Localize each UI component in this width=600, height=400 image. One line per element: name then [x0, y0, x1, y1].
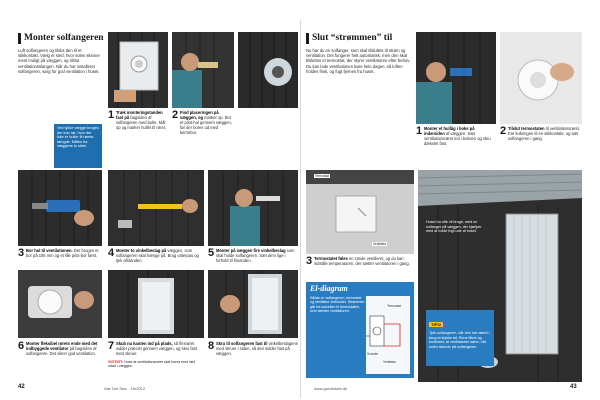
step-text: en smule ventileret, og du kan indstille temperaturen, der sætter ventilatoren i gang.: [314, 256, 410, 266]
right-title-text: Slut “strømmen” til: [312, 33, 393, 43]
diagram-label-ventilator: Ventilator: [383, 360, 397, 364]
step-lead: Monter to vinkelbeslag på: [116, 248, 167, 253]
tips-box: [426, 310, 494, 366]
left-title-text: Monter solfangeren: [24, 33, 104, 43]
thermostat-label: Termostat: [315, 174, 329, 178]
left-step-3: [18, 248, 102, 258]
step-number: 8: [208, 340, 215, 352]
left-step-4: [108, 248, 204, 263]
step-text: til ventilationsrøret. Før ledningen til en stikkontakt, og sæt solfangeren i gang.: [508, 126, 581, 141]
step-text: vinkelbeslagene med skruer i siden, så den sidder fast på væggen.: [216, 341, 298, 356]
photo-step-8: [208, 270, 298, 338]
step-text: af væggen. Sæt ventilationsrøret ind i boksen og skru dækslet fast.: [424, 131, 491, 146]
left-step-2: [172, 110, 234, 135]
step-lead: Skub nu kanten ind på plads,: [116, 341, 173, 346]
step-caption: [216, 341, 298, 356]
right-footer: www.gordetselv.dk: [314, 386, 348, 391]
step-caption: [314, 256, 414, 266]
right-step-1: [416, 126, 496, 146]
step-caption: [508, 126, 582, 141]
left-step-8: [208, 341, 298, 356]
left-step-6: [18, 341, 102, 356]
step-caption: [26, 248, 102, 258]
step-text: så flexrøret sidder præcist gennem væggen, og skru fast med skruer.: [116, 341, 198, 356]
step-number: 3: [306, 255, 313, 267]
step-lead: Termostatet føles: [314, 256, 348, 261]
step-caption: [424, 126, 496, 146]
step-lead: Find placeringen på væggen, og: [180, 110, 219, 120]
tips-text: Tjek solfangeren, når den har været i brug et stykke tid. Rens filtret og kontroller, at ventilatoren kører, når solen skinner på solfangeren.: [429, 331, 490, 349]
photo-step-2: [172, 32, 234, 108]
right-page-title: [306, 32, 392, 44]
left-page-title: [18, 32, 104, 44]
step-number: 7: [108, 340, 115, 352]
photo-step-3-wall: [238, 32, 298, 108]
step-text: væggen, som solfangeren skal hænge på. Brug vaterpas og tjek afstanden.: [116, 248, 199, 263]
step-caption: [116, 110, 168, 130]
title-marker: [306, 33, 309, 44]
step-lead: Skru til solfangeren fast til: [216, 341, 268, 346]
photo-step-4: [108, 170, 204, 246]
step-caption: [180, 110, 234, 135]
important-label: VIGTIGT:: [108, 360, 124, 364]
step-lead: Monter et hullåg i boks på indersiden: [424, 126, 475, 136]
photo-thermostat: [306, 170, 414, 254]
photo-step-1: [108, 32, 168, 108]
photo-step-7: [108, 270, 204, 338]
photo-step-3: [18, 170, 102, 246]
photo-step-6: [18, 270, 102, 338]
step-caption: [26, 341, 102, 356]
right-intro-text: Nu har du en solfanger, som skal tilsluttes til strøm og ventilation. Det fungerer helt automatisk, men den skal tilsluttes et termostat, der styrer ventilatoren efter behov. Du kan lade ventilationen køre hele dagen, så luften holdes frisk, og fugt fjernes fra huset.: [306, 48, 411, 74]
left-step-5: [208, 248, 298, 263]
step-text: marker op. Bor et pilot-hul gennem væggen, før der bores ud med kernebor.: [180, 115, 232, 135]
step-number: 5: [208, 247, 215, 259]
tips-label: TIPS!: [431, 322, 442, 327]
step-text: som skal holde solfangeren. Sæt dem lige i forhold til hinanden.: [216, 248, 295, 263]
step-caption: [116, 341, 204, 356]
important-note: [108, 360, 204, 369]
ventilator-label: Ventilator: [373, 242, 387, 246]
magazine-spread: [14, 20, 586, 398]
step-caption: [216, 248, 298, 263]
right-step-2: [500, 126, 582, 141]
right-page-number: 43: [570, 384, 577, 390]
el-diagram-title: El-diagram: [310, 284, 348, 293]
el-diagram-box: [306, 282, 414, 378]
page-gutter: [300, 20, 301, 398]
el-diagram-text: Sådan er solfangeren, termostat og ventilator forbundet. Strømmen går fra solcellen til termostaten, som tænder ventilatoren.: [310, 296, 365, 314]
diagram-label-termostat: Termostat: [387, 304, 401, 308]
photo-right-step-2: [500, 32, 582, 124]
el-diagram-drawing: [366, 296, 410, 374]
right-step-3: [306, 256, 414, 266]
house-caption: Huset du ofte vil bruge, med en solfanger på væggen, der hjælper med at holde fugt ude af huset.: [426, 220, 482, 233]
step-number: 6: [18, 340, 25, 352]
diagram-label-solcelle: Solcelle: [367, 352, 379, 356]
step-number: 3: [18, 247, 25, 259]
step-text: Der bruges et bor på 105 mm og et lille pilot-bor først.: [26, 248, 99, 258]
step-number: 2: [172, 109, 179, 121]
step-lead: Træk monteringstanden fast på: [116, 110, 163, 120]
step-number: 1: [108, 109, 115, 121]
important-text: Husk at ventilationsrøret skal bores med fald udad i væggen.: [108, 360, 196, 369]
tip-callout: Ved tykke vægge bruges der kun rør, hvor der ikke er huller til rørets længde. Måles fra væggens to sider.: [54, 124, 102, 168]
step-number: 1: [416, 125, 423, 137]
step-lead: Bor hul til ventilationen.: [26, 248, 73, 253]
left-step-1: [108, 110, 168, 130]
step-lead: Monter på væggen fire vinkelbeslag: [216, 248, 286, 253]
step-lead: Monter fleksibel rørets ende med det indbyggede ventilator: [26, 341, 98, 351]
photo-right-step-1: [416, 32, 496, 124]
left-intro-text: Luft solfangeren og tilslut den til et stikkontakt. Vælg et sted, hvor solen skinner mest muligt på væggen, og tilslut ventilationsslangen. Når du har installeret solfangeren, sørg for god ventilation i huset.: [18, 48, 100, 74]
step-text: på bagsiden af solfangeren. Det sikrer god ventilation.: [26, 346, 97, 356]
step-text: bagsiden af solfangeren med bolte. Mål op og marker hullet til røret.: [116, 115, 167, 130]
step-number: 4: [108, 247, 115, 259]
left-page-number: 42: [18, 384, 25, 390]
title-marker: [18, 33, 21, 44]
step-number: 2: [500, 125, 507, 137]
step-lead: Tilslut termostaten: [508, 126, 545, 131]
step-caption: [116, 248, 204, 263]
left-footer: Gør Det Selv · 16/2012: [104, 386, 146, 391]
photo-step-5: [208, 170, 298, 246]
left-step-7: [108, 341, 204, 356]
